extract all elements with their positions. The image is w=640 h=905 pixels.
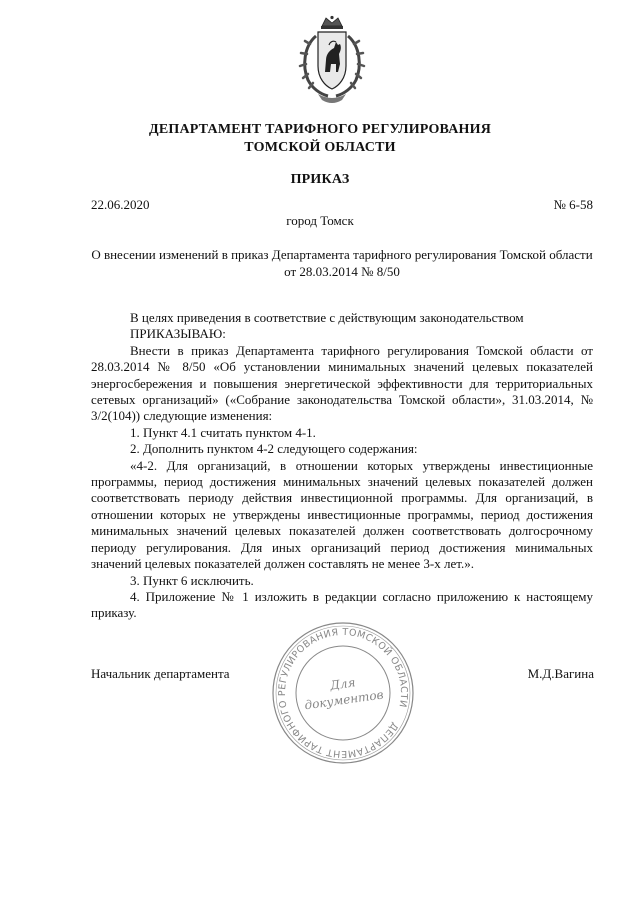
svg-text:ДЕПАРТАМЕНТ ТАРИФНОГО РЕГУЛИРО: ДЕПАРТАМЕНТ ТАРИФНОГО РЕГУЛИРОВАНИЯ ТОМСКОЙ ОБЛАСТИ — [276, 626, 410, 760]
document-type-title: ПРИКАЗ — [290, 172, 350, 187]
svg-text:документов: документов — [303, 687, 385, 713]
body-paragraph-intro: Внести в приказ Департамента тарифного регулирования Томской области от 28.03.2014 № 8/50 «Об установлении минимальных значений целевых показателей энергосбережения и повышения энергетической эффективности для территориальных сетевых организаций» («Собрание законодательства Томской области», 31.03.2014, № 3/2(104)) следующие изменения: — [91, 342, 593, 424]
document-date: 22.06.2020 — [91, 197, 150, 212]
signatory-position: Начальник департамента — [91, 666, 230, 681]
document-subject: О внесении изменений в приказ Департамента тарифного регулирования Томской области от 28.03.2014 № 8/50 — [91, 247, 593, 279]
official-stamp-icon — [268, 618, 418, 768]
document-city: город Томск — [286, 213, 354, 228]
body-paragraph-item-2: 2. Дополнить пунктом 4-2 следующего содержания: — [130, 441, 418, 457]
body-paragraph-item-1: 1. Пункт 4.1 считать пунктом 4-1. — [130, 424, 316, 440]
department-title-line2: ТОМСКОЙ ОБЛАСТИ — [244, 140, 396, 155]
body-paragraph-item-3: 3. Пункт 6 исключить. — [130, 572, 254, 588]
body-paragraph-quoted-clause: «4-2. Для организаций, в отношении которых утверждены инвестиционные программы, период достижения минимальных значений целевых показателей должен соответствовать периоду действия инвестиционной программы. Для организаций, в отношении которых не утверждены инвестиционные программы, период достижения минимальных значений целевых показателей должен соответствовать долгосрочному периоду регулирования. Для иных организаций период достижения минимальных значений целевых показателей должен составлять не менее 3-х лет.». — [91, 457, 593, 572]
svg-text:Для: Для — [329, 675, 357, 693]
signatory-name: М.Д.Вагина — [527, 666, 594, 681]
department-title-line1: ДЕПАРТАМЕНТ ТАРИФНОГО РЕГУЛИРОВАНИЯ — [148, 122, 492, 137]
document-number: № 6-58 — [553, 197, 593, 212]
body-paragraph-order-word: ПРИКАЗЫВАЮ: — [130, 326, 226, 342]
document-body — [91, 310, 593, 622]
coat-of-arms-icon — [296, 14, 368, 106]
body-paragraph-item-4: 4. Приложение № 1 изложить в редакции согласно приложению к настоящему приказу. — [91, 588, 593, 621]
body-paragraph-preamble: В целях приведения в соответствие с действующим законодательством — [130, 310, 524, 325]
